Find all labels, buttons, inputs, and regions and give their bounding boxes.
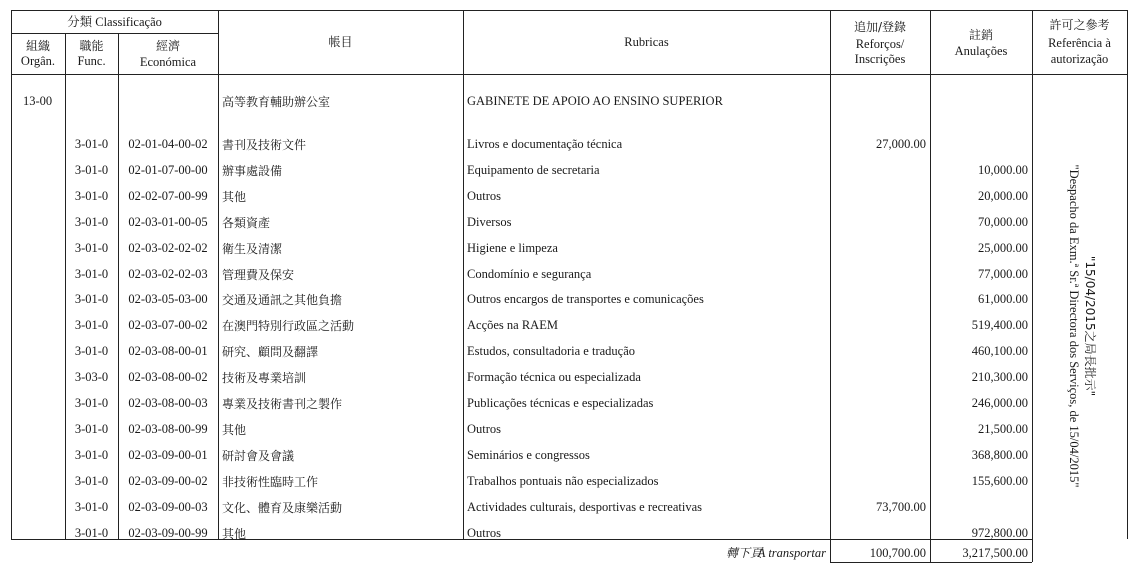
row-rubric-pt: Estudos, consultadoria e tradução [467,344,636,358]
top-border [11,10,1127,11]
row-functional-code: 3-01-0 [74,292,109,306]
row-functional-code: 3-01-0 [74,215,109,229]
row-cancel-amount: 70,000.00 [978,215,1028,229]
row-economic-code: 02-03-08-00-02 [128,370,208,384]
row-economic-code: 02-03-08-00-99 [128,422,208,436]
row-rubric-zh: 衛生及清潔 [222,242,283,256]
row-rubric-pt: Trabalhos pontuais não especializados [467,474,659,488]
row-economic-code: 02-03-02-02-02 [128,241,208,255]
office-organic-code: 13-00 [23,94,53,108]
header-authorization-zh: 許可之參考 [1049,18,1110,32]
header-reinforce-zh: 追加/登錄 [853,20,907,34]
row-rubric-zh: 文化、體育及康樂活動 [222,501,343,515]
authorization-reference: "15/04/2015之局長批示" "Despacho da Exm.ª Sr.ª Directora dos Serviços, de 15/04/2015" [1067,164,1097,488]
row-rubric-zh: 辦事處設備 [222,164,283,178]
header-reinforce-pt2: Inscrições [854,52,906,66]
row-functional-code: 3-01-0 [74,448,109,462]
row-rubric-pt: Outros [467,422,502,436]
row-rubric-zh: 管理費及保安 [222,268,295,282]
row-economic-code: 02-03-07-00-02 [128,318,208,332]
row-economic-code: 02-01-04-00-02 [128,137,208,151]
row-rubric-zh: 技術及專業培訓 [222,371,307,385]
row-functional-code: 3-01-0 [74,396,109,410]
row-functional-code: 3-01-0 [74,344,109,358]
row-functional-code: 3-01-0 [74,474,109,488]
row-cancel-amount: 10,000.00 [978,163,1028,177]
header-functional-zh: 職能 [79,39,104,53]
row-rubric-zh: 研究、顧問及翻譯 [222,345,319,359]
header-economic-pt: Económica [139,55,197,69]
col-line-organic [65,33,66,539]
footer-label-zh: 轉下頁 [725,546,762,560]
row-rubric-pt: Outros [467,189,502,203]
header-rubric-pt: Rubricas [624,35,669,49]
row-rubric-pt: Outros encargos de transportes e comunicações [467,292,704,306]
row-reinforce-amount: 27,000.00 [876,137,926,151]
row-cancel-amount: 61,000.00 [978,292,1028,306]
row-rubric-pt: Actividades culturais, desportivas e recreativas [467,500,702,514]
col-line-left [11,10,12,539]
row-functional-code: 3-01-0 [74,526,109,540]
row-cancel-amount: 368,800.00 [971,448,1028,462]
row-rubric-pt: Livros e documentação técnica [467,137,623,151]
row-cancel-amount: 210,300.00 [971,370,1028,384]
header-classification: 分類 Classificação [67,15,162,29]
row-economic-code: 02-01-07-00-00 [128,163,208,177]
header-authorization-pt2: autorização [1050,52,1109,66]
office-name-zh: 高等教育輔助辦公室 [222,95,331,109]
footer-label-pt: A transportar [757,546,826,560]
row-rubric-zh: 在澳門特別行政區之活動 [222,319,355,333]
row-cancel-amount: 460,100.00 [971,344,1028,358]
row-economic-code: 02-03-08-00-03 [128,396,208,410]
row-functional-code: 3-01-0 [74,189,109,203]
row-cancel-amount: 246,000.00 [971,396,1028,410]
col-line-right [1127,10,1128,539]
office-name-pt: GABINETE DE APOIO AO ENSINO SUPERIOR [467,94,723,108]
row-functional-code: 3-01-0 [74,267,109,281]
col-line-economic [218,10,219,539]
row-cancel-amount: 21,500.00 [978,422,1028,436]
row-rubric-pt: Publicações técnicas e especializadas [467,396,654,410]
row-rubric-zh: 其他 [222,190,247,204]
row-cancel-amount: 25,000.00 [978,241,1028,255]
row-rubric-pt: Formação técnica ou especializada [467,370,641,384]
row-economic-code: 02-03-08-00-01 [128,344,208,358]
row-economic-code: 02-03-01-00-05 [128,215,208,229]
row-functional-code: 3-01-0 [74,500,109,514]
header-bottom-border [11,74,1127,75]
row-rubric-zh: 非技術性臨時工作 [222,475,319,489]
row-cancel-amount: 519,400.00 [971,318,1028,332]
row-functional-code: 3-01-0 [74,318,109,332]
classification-divider [11,33,218,34]
row-reinforce-amount: 73,700.00 [876,500,926,514]
row-rubric-zh: 其他 [222,527,247,541]
col-line-rubric-pt [830,10,831,562]
footer-total-reinforce: 100,700.00 [869,546,926,560]
row-rubric-pt: Higiene e limpeza [467,241,558,255]
row-economic-code: 02-02-07-00-99 [128,189,208,203]
col-line-cancel [1032,10,1033,562]
row-economic-code: 02-03-09-00-02 [128,474,208,488]
row-functional-code: 3-01-0 [74,137,109,151]
row-economic-code: 02-03-09-00-01 [128,448,208,462]
header-reinforce-pt1: Reforços/ [855,37,905,51]
row-rubric-zh: 交通及通訊之其他負擔 [222,293,343,307]
row-rubric-pt: Seminários e congressos [467,448,590,462]
row-functional-code: 3-01-0 [74,163,109,177]
row-cancel-amount: 77,000.00 [978,267,1028,281]
row-rubric-pt: Condomínio e segurança [467,267,592,281]
row-economic-code: 02-03-09-00-99 [128,526,208,540]
header-organic-pt: Orgân. [20,54,56,68]
row-rubric-zh: 專業及技術書刊之製作 [222,397,343,411]
footer-bottom-border [830,562,1032,563]
row-cancel-amount: 155,600.00 [971,474,1028,488]
header-economic-zh: 經濟 [155,39,180,53]
row-rubric-pt: Equipamento de secretaria [467,163,600,177]
header-cancel-pt: Anulações [954,44,1008,58]
row-rubric-zh: 書刊及技術文件 [222,138,307,152]
col-line-functional [118,33,119,539]
row-economic-code: 02-03-09-00-03 [128,500,208,514]
header-organic-zh: 組織 [25,39,50,53]
row-functional-code: 3-03-0 [74,370,109,384]
row-cancel-amount: 972,800.00 [971,526,1028,540]
row-rubric-pt: Diversos [467,215,512,229]
header-functional-pt: Func. [77,54,106,68]
header-cancel-zh: 註銷 [968,28,993,42]
row-rubric-zh: 研討會及會議 [222,449,295,463]
row-rubric-pt: Outros [467,526,502,540]
header-rubric-zh: 帳目 [328,35,353,49]
row-functional-code: 3-01-0 [74,422,109,436]
footer-total-cancel: 3,217,500.00 [962,546,1028,560]
row-rubric-zh: 各類資產 [222,216,271,230]
row-functional-code: 3-01-0 [74,241,109,255]
col-line-rubric-zh [463,10,464,539]
row-economic-code: 02-03-02-02-03 [128,267,208,281]
row-rubric-pt: Acções na RAEM [467,318,558,332]
row-cancel-amount: 20,000.00 [978,189,1028,203]
row-economic-code: 02-03-05-03-00 [128,292,208,306]
header-authorization-pt1: Referência à [1048,36,1111,50]
row-rubric-zh: 其他 [222,423,247,437]
